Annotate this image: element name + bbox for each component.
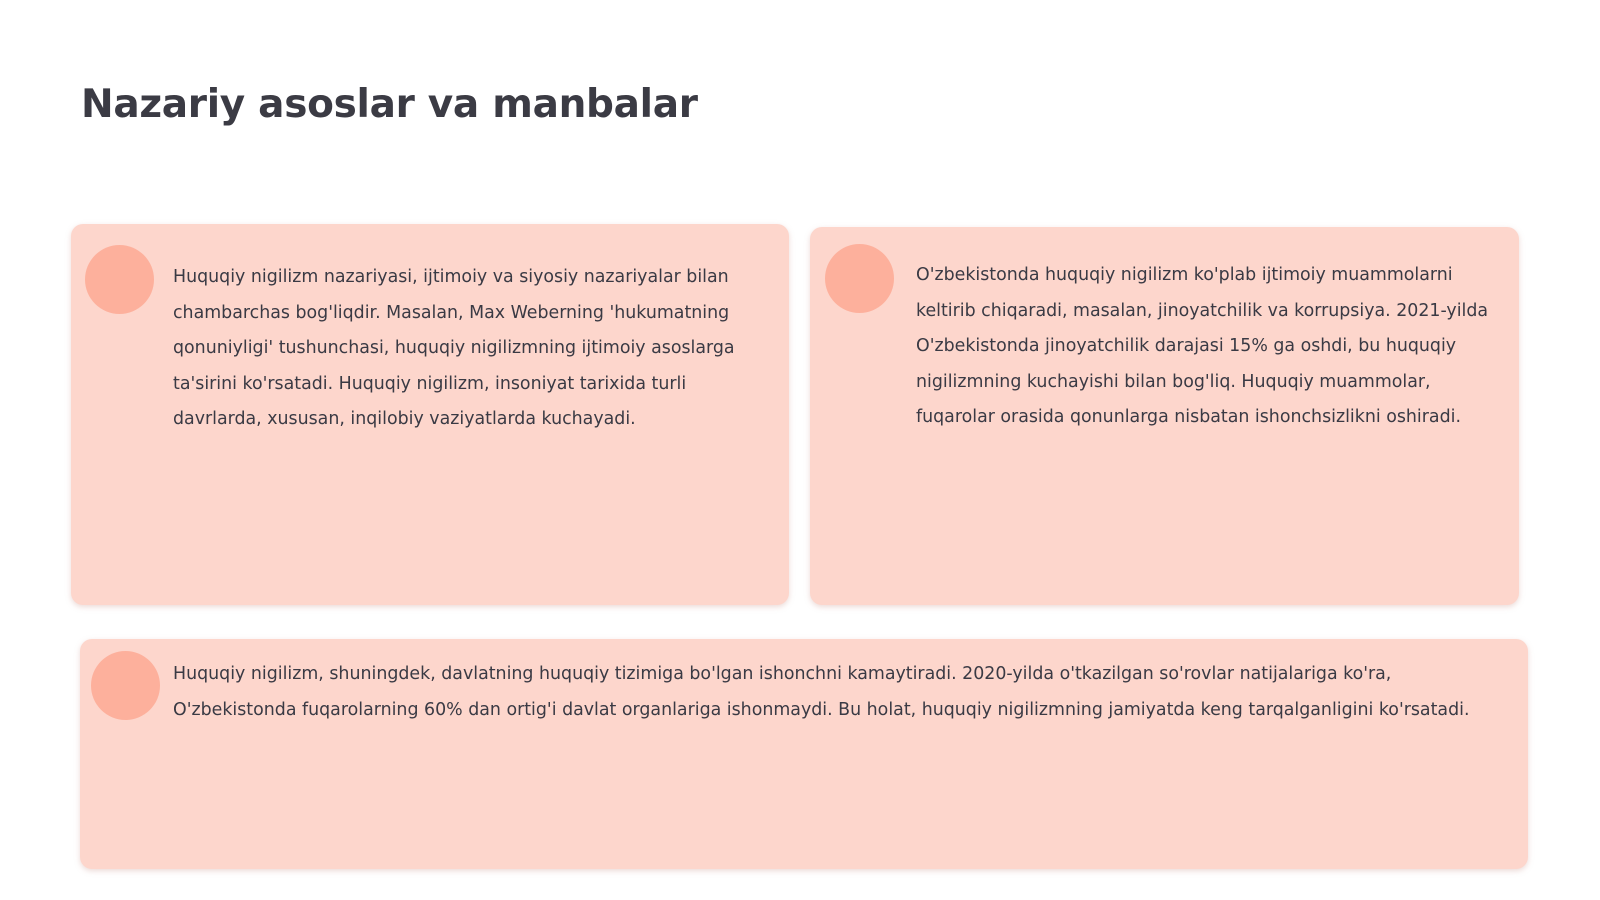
card-text: Huquqiy nigilizm, shuningdek, davlatning huquqiy tizimiga bo'lgan ishonchni kamaytiradi. 2020-yilda o'tkazilgan so'rovlar natijalariga ko'ra, O'zbekistonda fuqarolarning 60% dan ortig'i davlat organlariga ishonmaydi. Bu holat, huquqiy nigilizmning jamiyatda keng tarqalganligini ko'rsatadi. xyxy=(173,664,1470,720)
content-card-3 xyxy=(80,639,1528,869)
slide-title: Nazariy asoslar va manbalar xyxy=(81,82,698,127)
card-text: O'zbekistonda huquqiy nigilizm ko'plab ijtimoiy muammolarni keltirib chiqaradi, masalan, jinoyatchilik va korrupsiya. 2021-yilda O'zbekistonda jinoyatchilik darajasi 15% ga oshdi, bu huquqiy nigilizmning kuchayishi bilan bog'liq. Huquqiy muammolar, fuqarolar orasida qonunlarga nisbatan ishonchsizlikni oshiradi. xyxy=(916,265,1489,427)
content-card-2 xyxy=(810,227,1519,605)
bullet-circle-icon xyxy=(825,244,894,313)
bullet-circle-icon xyxy=(85,245,154,314)
card-text: Huquqiy nigilizm nazariyasi, ijtimoiy va siyosiy nazariyalar bilan chambarchas bog'liqdir. Masalan, Max Weberning 'hukumatning qonuniyligi' tushunchasi, huquqiy nigilizmning ijtimoiy asoslarga ta'sirini ko'rsatadi. Huquqiy nigilizm, insoniyat tarixida turli davrlarda, xususan, inqilobiy vaziyatlarda kuchayadi. xyxy=(173,267,735,429)
bullet-circle-icon xyxy=(91,651,160,720)
content-card-1 xyxy=(71,224,789,605)
